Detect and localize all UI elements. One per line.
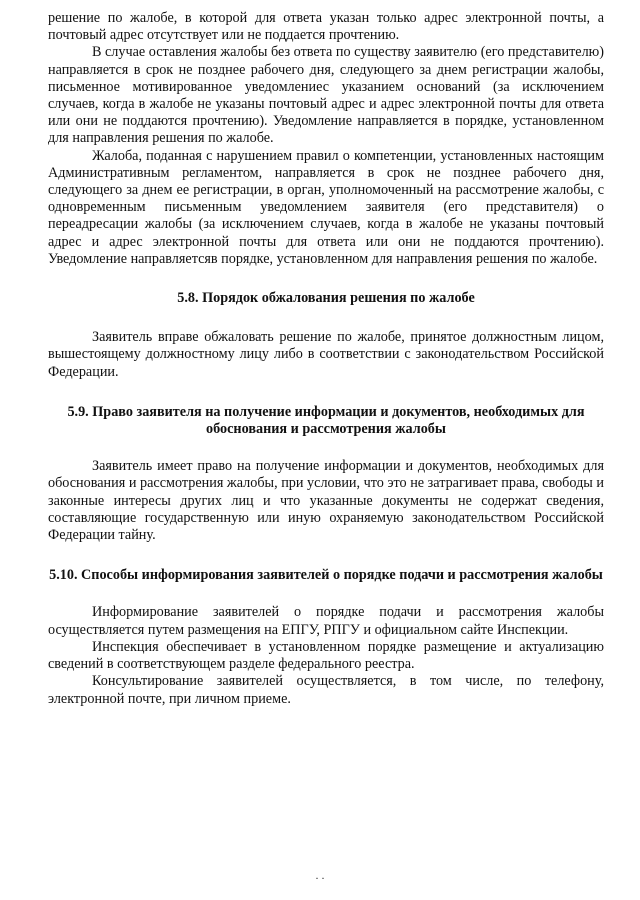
page-footer-mark: . . <box>315 868 325 882</box>
paragraph-5-10-1: Информирование заявителей о порядке подачи и рассмотрения жалобы осуществляется путем размещения на ЕПГУ, РПГУ и официальном сайте Инспекции. <box>48 604 604 638</box>
paragraph-5-10-2: Инспекция обеспечивает в установленном порядке размещение и актуализацию сведений в соответствующем разделе федерального реестра. <box>48 638 604 673</box>
paragraph-5-10-3: Консультирование заявителей осуществляется, в том числе, по телефону, электронной почте, при личном приеме. <box>48 673 604 707</box>
section-heading-5-8: 5.8. Порядок обжалования решения по жалобе <box>177 290 475 307</box>
paragraph-5-9-1: Заявитель имеет право на получение информации и документов, необходимых для обоснования и рассмотрения жалобы, при условии, что это не затрагивает права, свободы и законные интересы других лиц и что указанные документы не содержат сведения, составляющие государственную или иную охраняемую законодательством Российской Федерации тайну. <box>48 458 604 544</box>
document-page <box>48 10 604 708</box>
paragraph-intro-3: Жалоба, поданная с нарушением правил о компетенции, установленных настоящим Административным регламентом, направляется в срок не позднее рабочего дня, следующего за днем ее регистрации, в орган, уполномоченный на рассмотрение жалобы, с одновременным письменным уведомлением заявителя (его представителя) о переадресации жалобы (за исключением случаев, когда в жалобе не указаны почтовый адрес и адрес электронной почты для ответа или они не поддаются прочтению). Уведомление направляетсяв порядке, установленном для направления решения по жалобе. <box>48 147 604 267</box>
section-heading-5-9: 5.9. Право заявителя на получение информации и документов, необходимых для обоснования и рассмотрения жалобы <box>67 403 585 438</box>
paragraph-intro-2: В случае оставления жалобы без ответа по существу заявителю (его представителю) направляется в срок не позднее рабочего дня, следующего за днем регистрации жалобы, письменное мотивированное уведомлениес указанием оснований (за исключением случаев, когда в жалобе не указаны почтовый адрес и адрес электронной почты для ответа или они не поддаются прочтению). Уведомление направляется в порядке, установленном для направления решения по жалобе. <box>48 44 605 147</box>
paragraph-intro-1: решение по жалобе, в которой для ответа указан только адрес электронной почты, а почтовый адрес отсутствует или не поддается прочтению. <box>48 10 604 44</box>
section-heading-5-10: 5.10. Способы информирования заявителей о порядке подачи и рассмотрения жалобы <box>49 567 603 584</box>
paragraph-5-8-1: Заявитель вправе обжаловать решение по жалобе, принятое должностным лицом, вышестоящему должностному лицу либо в соответствии с законодательством Российской Федерации. <box>48 329 604 380</box>
